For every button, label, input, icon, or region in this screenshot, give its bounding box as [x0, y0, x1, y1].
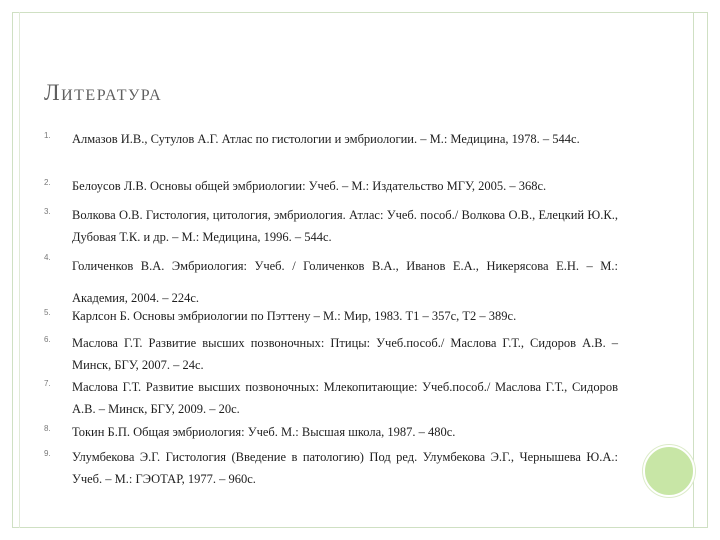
reference-text: Голиченков В.А. Эмбриология: Учеб. / Голиченков В.А., Иванов Е.А., Никерясова Е.Н. – М.: Академия, 2004. – 224с. [72, 259, 618, 305]
reference-text: Волкова О.В. Гистология, цитология, эмбриология. Атлас: Учеб. пособ./ Волкова О.В., Елецкий Ю.К., Дубовая Т.К. и др. – М.: Медицина, 1996. – 544с. [72, 208, 618, 244]
reference-number: 6. [44, 335, 51, 344]
slide-title: Литература [44, 80, 163, 105]
reference-number: 8. [44, 424, 51, 433]
reference-number: 7. [44, 379, 51, 388]
reference-text: Улумбекова Э.Г. Гистология (Введение в патологию) Под ред. Улумбекова Э.Г., Чернышева Ю.А.: Учеб. – М.: ГЭОТАР, 1977. – 960с. [72, 450, 618, 486]
reference-number: 3. [44, 207, 51, 216]
reference-number: 9. [44, 449, 51, 458]
reference-text: Токин Б.П. Общая эмбриология: Учеб. М.: Высшая школа, 1987. – 480с. [72, 425, 456, 439]
reference-number: 4. [44, 253, 51, 262]
reference-text: Карлсон Б. Основы эмбриологии по Пэттену – М.: Мир, 1983. Т1 – 357с, Т2 – 389с. [72, 309, 517, 323]
reference-text: Маслова Г.Т. Развитие высших позвоночных: Птицы: Учеб.пособ./ Маслова Г.Т., Сидоров А.В. – Минск, БГУ, 2007. – 24с. [72, 336, 618, 372]
reference-number: 5. [44, 308, 51, 317]
reference-number: 1. [44, 131, 51, 140]
reference-text: Маслова Г.Т. Развитие высших позвоночных: Млекопитающие: Учеб.пособ./ Маслова Г.Т., Сидоров А.В. – Минск, БГУ, 2009. – 20с. [72, 380, 618, 416]
reference-number: 2. [44, 178, 51, 187]
reference-text: Белоусов Л.В. Основы общей эмбриологии: Учеб. – М.: Издательство МГУ, 2005. – 368с. [72, 179, 547, 193]
decorative-circle [643, 445, 695, 497]
reference-text: Алмазов И.В., Сутулов А.Г. Атлас по гистологии и эмбриологии. – М.: Медицина, 1978. – 544с. [72, 132, 580, 146]
